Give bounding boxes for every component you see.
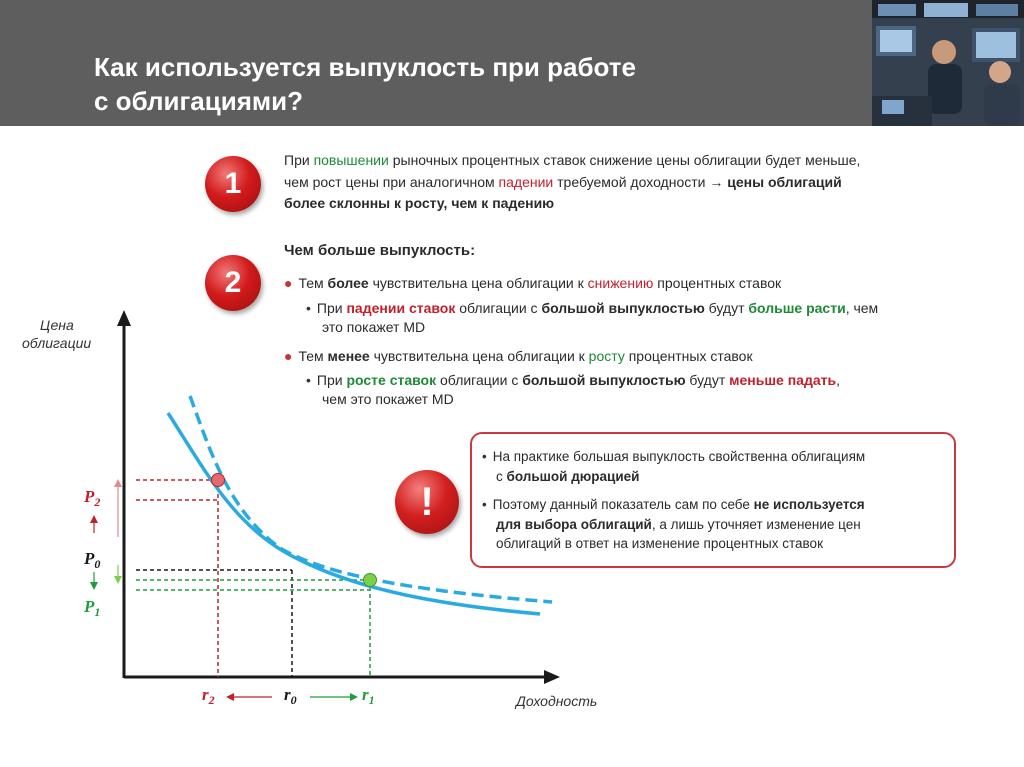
label-p0: $P_0$ [84, 549, 101, 571]
duration-tangent-curve [168, 413, 540, 614]
x-axis-label: Доходность [516, 693, 598, 709]
note1-b: с [496, 469, 507, 484]
point1-increase-word: повышении [313, 152, 389, 168]
p2b2s-a: При [316, 372, 347, 388]
note2-a: Поэтому данный показатель сам по себе [492, 497, 754, 512]
sub-dot-icon: • [482, 449, 487, 464]
p2b1-b: более [327, 275, 369, 291]
p2b1-c: чувствительна цена облигации к [368, 275, 588, 291]
p2b2s-e: будут [685, 372, 730, 388]
badge-1: 1 [205, 156, 261, 212]
y-axis-label-line2: облигации [22, 335, 92, 351]
label-p2: $P_2$ [84, 487, 101, 509]
sub-dot-icon: • [482, 497, 487, 512]
p2b1s-b: падении ставок [346, 300, 456, 316]
p2b2s-c: облигации с [436, 372, 523, 388]
p2-shift-arrow-head-icon [114, 479, 122, 487]
p2b1-d: снижению [587, 275, 654, 291]
bullet-dot-icon: ● [284, 348, 293, 364]
badge-2: 2 [205, 255, 261, 311]
label-r2: $r_2$ [202, 685, 215, 707]
p2b2s-f: меньше падать [729, 372, 837, 388]
note2-b: не используется [753, 497, 865, 512]
p2b2s-b: росте ставок [346, 372, 437, 388]
point1-decrease-word: падении [498, 174, 554, 190]
point1-text-b: рыночных процентных ставок снижение цены облигации будет меньше, [388, 152, 861, 168]
note2-c: для выбора облигаций [496, 517, 652, 532]
p2b1s-g: , чем [845, 300, 879, 316]
p2b2-e: процентных ставок [624, 348, 753, 364]
note-item2-cont2: облигаций в ответ на изменение процентных ставок [496, 536, 823, 551]
note1-c: большой дюрацией [506, 469, 640, 484]
point2-bullet2-sub-cont: чем это покажет MD [322, 391, 454, 407]
p2b2-c: чувствительна цена облигации к [369, 348, 589, 364]
sub-dot-icon: • [306, 300, 311, 316]
point1-conclusion-b: более склонны к росту, чем к падению [284, 195, 555, 211]
p1-shift-arrow-head-icon [114, 576, 122, 584]
p2b2s-g: , [836, 372, 840, 388]
point1-conclusion-a: цены облигаций [727, 174, 842, 190]
p2b2-d: росту [588, 348, 625, 364]
p2b2s-d: большой выпуклостью [522, 372, 686, 388]
y-axis-arrow-icon [117, 310, 131, 326]
p2b1-e: процентных ставок [653, 275, 782, 291]
y-axis-label-line1: Цена [40, 317, 74, 333]
bullet-dot-icon: ● [284, 275, 293, 291]
convexity-curve-dashed [190, 396, 552, 602]
label-r0: $r_0$ [284, 685, 297, 707]
point-p2-marker [212, 474, 225, 487]
p2b2-b: менее [327, 348, 370, 364]
note1-a: На практике большая выпуклость свойственна облигациям [492, 449, 866, 464]
point1-text-a: При [284, 152, 314, 168]
r-left-arrow-head-icon [226, 693, 234, 701]
sub-dot-icon: • [306, 372, 311, 388]
note2-d: , а лишь уточняет изменение цен [651, 517, 861, 532]
p2b1s-c: облигации с [455, 300, 542, 316]
x-axis-arrow-icon [544, 670, 560, 684]
label-r1: $r_1$ [362, 685, 375, 707]
r-right-arrow-head-icon [350, 693, 358, 701]
point2-bullet1-sub-cont: это покажет MD [322, 319, 426, 335]
p2b1s-d: большой выпуклостью [541, 300, 705, 316]
point1-text-c: чем рост цены при аналогичном [284, 174, 499, 190]
p2b1-a: Тем [298, 275, 328, 291]
label-p1: $P_1$ [84, 597, 101, 619]
point-p1-marker [364, 574, 377, 587]
p0-down-arrow-head-icon [90, 582, 98, 590]
p0-up-arrow-head-icon [90, 515, 98, 523]
slide-title: Как используется выпуклость при работе с облигациями? [94, 52, 636, 116]
p2b1s-f: больше расти [748, 300, 846, 316]
p2b1s-a: При [316, 300, 347, 316]
p2b2-a: Тем [298, 348, 328, 364]
p2b1s-e: будут [704, 300, 749, 316]
point1-text-d: требуемой доходности → [553, 174, 728, 190]
exclamation-icon: ! [395, 470, 459, 534]
point2-heading: Чем больше выпуклость: [284, 242, 476, 259]
